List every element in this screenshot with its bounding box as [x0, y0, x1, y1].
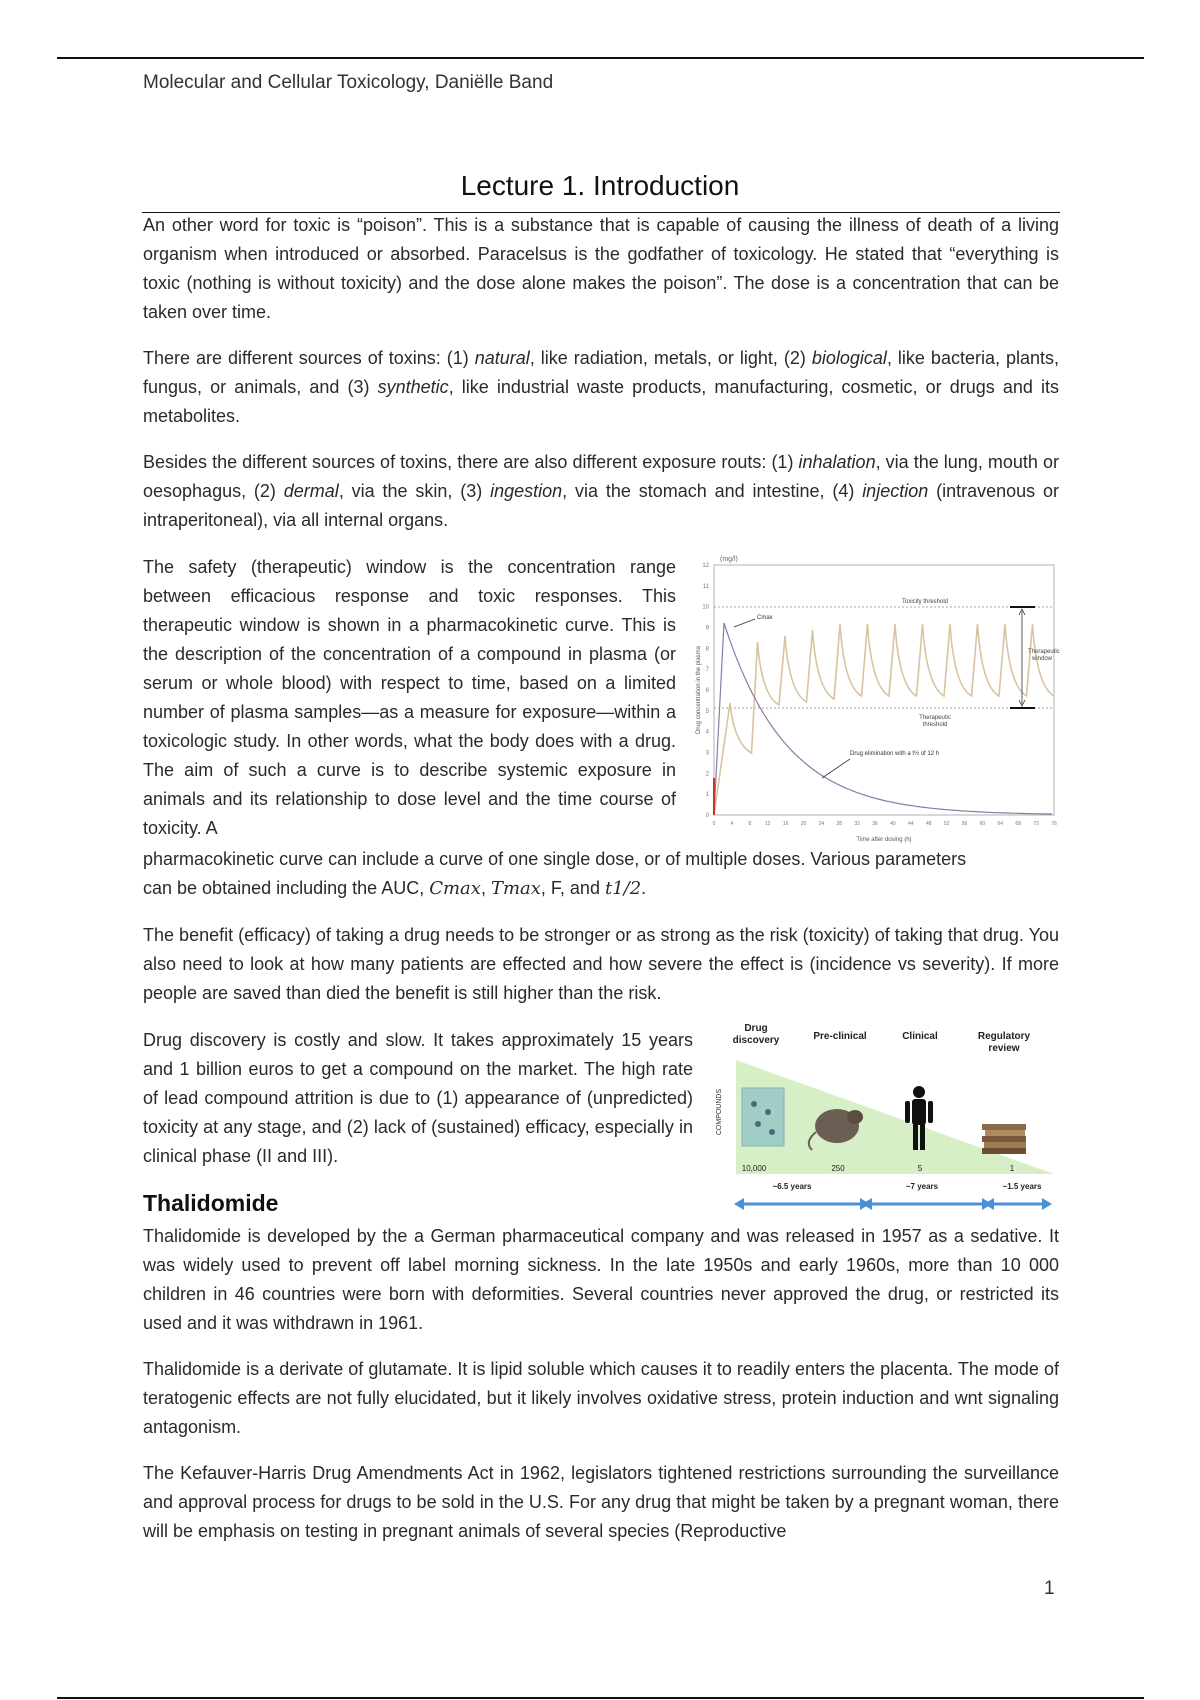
- half-life-symbol: t1/2: [604, 878, 642, 899]
- pk-y-tick-label: 9: [705, 625, 709, 632]
- pk-y-tick-label: 10: [702, 604, 709, 611]
- pk-y-tick-label: 5: [705, 708, 709, 715]
- tmax-symbol: Tmax: [490, 878, 541, 899]
- duration-clinical: ~7 years: [905, 1182, 939, 1191]
- pk-x-tick-label: 76: [1051, 821, 1057, 827]
- header-rule: [57, 57, 1144, 59]
- pk-x-tick-label: 0: [712, 821, 716, 827]
- paragraph-kefauver-harris: The Kefauver-Harris Drug Amendments Act in 1962, legislators tightened restrictions surrounding the surveillance and approval process for drugs to be sold in the U.S. For any drug that might be taken by a pregnant woman, there will be emphasis on testing in pregnant animals of several species (Reproductive: [143, 1463, 1059, 1541]
- pk-y-unit: (mg/l): [720, 556, 738, 563]
- duration-regulatory: ~1.5 years: [1002, 1182, 1042, 1191]
- pk-x-tick-label: 28: [836, 821, 843, 827]
- toxicity-threshold-label: Toxicity threshold: [901, 599, 949, 605]
- cmax-label: Cmax: [757, 615, 773, 621]
- paragraph-exposure-routes: Besides the different sources of toxins, there are also different exposure routs: (1) inhalation, via the lung, mouth or oesophagus, (2) dermal, via the skin, (3) ingestion, via the stomach and intestine, (4) injection (intravenous or intraperitoneal), via all internal organs.: [143, 452, 1059, 530]
- pk-x-tick-label: 4: [730, 821, 734, 827]
- duration-arrows: [734, 1198, 1052, 1210]
- paragraph-pk-curve-continued: pharmacokinetic curve can include a curve of one single dose, or of multiple doses. Various parameters: [143, 849, 967, 869]
- therapeutic-window-label-1: Therapeutic: [1028, 649, 1060, 655]
- pk-x-tick-label: 72: [1033, 821, 1039, 827]
- paragraph-sources: There are different sources of toxins: (1) natural, like radiation, metals, or light, (2) biological, like bacteria, plants, fungus, or animals, and (3) synthetic, like industrial waste products, manufacturing, cosmetic, or drugs and its metabolites.: [143, 348, 1059, 426]
- pk-x-tick-label: 8: [748, 821, 752, 827]
- paragraph-thalidomide-history: Thalidomide is developed by the a German pharmaceutical company and was released in 1957 as a sedative. It was widely used to prevent off label morning sickness. In the late 1950s and early 1960s, more than 10 000 children in 46 countries were born with deformities. Several countries never approved the drug, or restricted its used and it was withdrawn in 1961.: [143, 1226, 1059, 1333]
- paragraph-therapeutic-window: The safety (therapeutic) window is the concentration range between efficacious response and toxic responses. This therapeutic window is shown in a pharmacokinetic curve. This is the description of the concentration of a compound in plasma (or serum or whole blood) with respect to time, based on a limited number of plasma samples—as a measure for exposure—within a toxicologic study. In other words, what the body does with a drug. The aim of such a curve is to describe systemic exposure in animals and its relationship to dose level and the time course of toxicity. A: [143, 557, 676, 838]
- phase-label-discovery-2: discovery: [732, 1035, 780, 1046]
- pk-y-tick-label: 4: [705, 729, 709, 736]
- pk-x-tick-label: 12: [764, 821, 771, 827]
- pk-x-tick-label: 40: [890, 821, 896, 827]
- pk-y-tick-label: 0: [705, 813, 709, 819]
- pk-y-tick-label: 1: [705, 792, 709, 799]
- phase-label-regulatory-2: review: [988, 1043, 1020, 1054]
- pk-x-tick-label: 20: [800, 821, 807, 827]
- pk-x-tick-label: 56: [961, 821, 968, 827]
- page-number: 1: [1044, 1578, 1055, 1599]
- elimination-label: Drug elimination with a t½ of 12 h: [850, 751, 940, 757]
- paragraph-poison: An other word for toxic is “poison”. This is a substance that is capable of causing the illness of death of a living organism when introduced or absorbed. Paracelsus is the godfather of toxicology. He stated that “everything is toxic (nothing is without toxicity) and the dose alone makes the poison”. The dose is a concentration that can be taken over time.: [143, 215, 1059, 322]
- footer-rule: [57, 1697, 1144, 1699]
- pk-x-tick-label: 60: [979, 821, 986, 827]
- pk-x-tick-label: 32: [854, 821, 860, 827]
- duration-discovery: ~6.5 years: [772, 1182, 812, 1191]
- phase-label-discovery-1: Drug: [744, 1023, 768, 1034]
- compounds-axis-label: COMPOUNDS: [716, 1088, 723, 1136]
- pk-x-tick-label: 52: [943, 821, 950, 827]
- document-header: Molecular and Cellular Toxicology, Daniëlle Band: [143, 72, 554, 93]
- pk-y-tick-label: 8: [705, 646, 709, 653]
- pk-y-tick-label: 3: [705, 750, 709, 757]
- pk-y-tick-label: 7: [705, 667, 709, 674]
- drug-discovery-pipeline-figure: [712, 1016, 1062, 1216]
- paragraph-benefit-risk: The benefit (efficacy) of taking a drug needs to be stronger or as strong as the risk (toxicity) of taking that drug. You also need to look at how many patients are effected and how severe the effect is (incidence vs severity). If more people are saved than died the benefit is still higher than the risk.: [143, 925, 1059, 1003]
- pk-plot-frame: [714, 565, 1054, 815]
- pk-x-tick-label: 68: [1015, 821, 1021, 827]
- phase-label-clinical: Clinical: [902, 1031, 938, 1042]
- phase-label-preclinical: Pre-clinical: [813, 1031, 867, 1042]
- elimination-arrow: [822, 759, 850, 778]
- pk-x-tick-label: 16: [782, 821, 789, 827]
- pk-x-tick-label: 44: [908, 821, 914, 827]
- section-heading-thalidomide: Thalidomide: [143, 1190, 279, 1216]
- lecture-title: Lecture 1. Introduction: [460, 170, 740, 201]
- phase-label-regulatory-1: Regulatory: [977, 1031, 1031, 1042]
- pk-x-axis-label: Time after dosing (h): [856, 837, 912, 843]
- pk-x-tick-label: 24: [818, 821, 825, 827]
- paragraph-pk-parameters: can be obtained including the AUC, Cmax, Tmax, F, and t1/2.: [143, 878, 647, 899]
- therapeutic-threshold-label-2: threshold: [922, 722, 948, 728]
- pk-y-tick-label: 2: [705, 771, 709, 778]
- compound-library-icon: [742, 1088, 784, 1146]
- pk-y-tick-label: 6: [705, 688, 709, 694]
- count-discovery: 10,000: [741, 1164, 767, 1173]
- pharmacokinetic-curve-figure: [696, 553, 1060, 845]
- pk-y-tick-label: 11: [702, 583, 709, 590]
- therapeutic-window-label-2: window: [1032, 656, 1053, 662]
- therapeutic-threshold-label-1: Therapeutic: [919, 715, 951, 721]
- pk-y-axis-label: Drug concentration in the plasma: [696, 645, 702, 735]
- count-preclinical: 250: [831, 1164, 845, 1173]
- count-clinical: 5: [917, 1164, 923, 1173]
- paragraph-drug-discovery: Drug discovery is costly and slow. It takes approximately 15 years and 1 billion euros to get a compound on the market. The high rate of lead compound attrition is due to (1) appearance of (unpredicted) toxicity at any stage, and (2) lack of (sustained) efficacy, especially in clinical phase (II and III).: [143, 1030, 693, 1166]
- pk-x-tick-label: 64: [997, 821, 1004, 827]
- cmax-symbol: Cmax: [429, 878, 481, 899]
- pk-y-tick-label: 12: [702, 563, 709, 569]
- paragraph-thalidomide-mechanism: Thalidomide is a derivate of glutamate. It is lipid soluble which causes it to readily enters the placenta. The mode of teratogenic effects are not fully elucidated, but it likely involves oxidative stress, protein induction and wnt signaling antagonism.: [143, 1359, 1059, 1437]
- count-regulatory: 1: [1009, 1164, 1015, 1173]
- cmax-arrow: [734, 619, 755, 627]
- single-dose-curve: [714, 623, 1052, 815]
- pk-x-tick-label: 36: [872, 821, 878, 827]
- pk-x-tick-label: 48: [925, 821, 932, 827]
- document-stack-icon: [982, 1124, 1026, 1154]
- multiple-dose-curve: [714, 624, 1054, 815]
